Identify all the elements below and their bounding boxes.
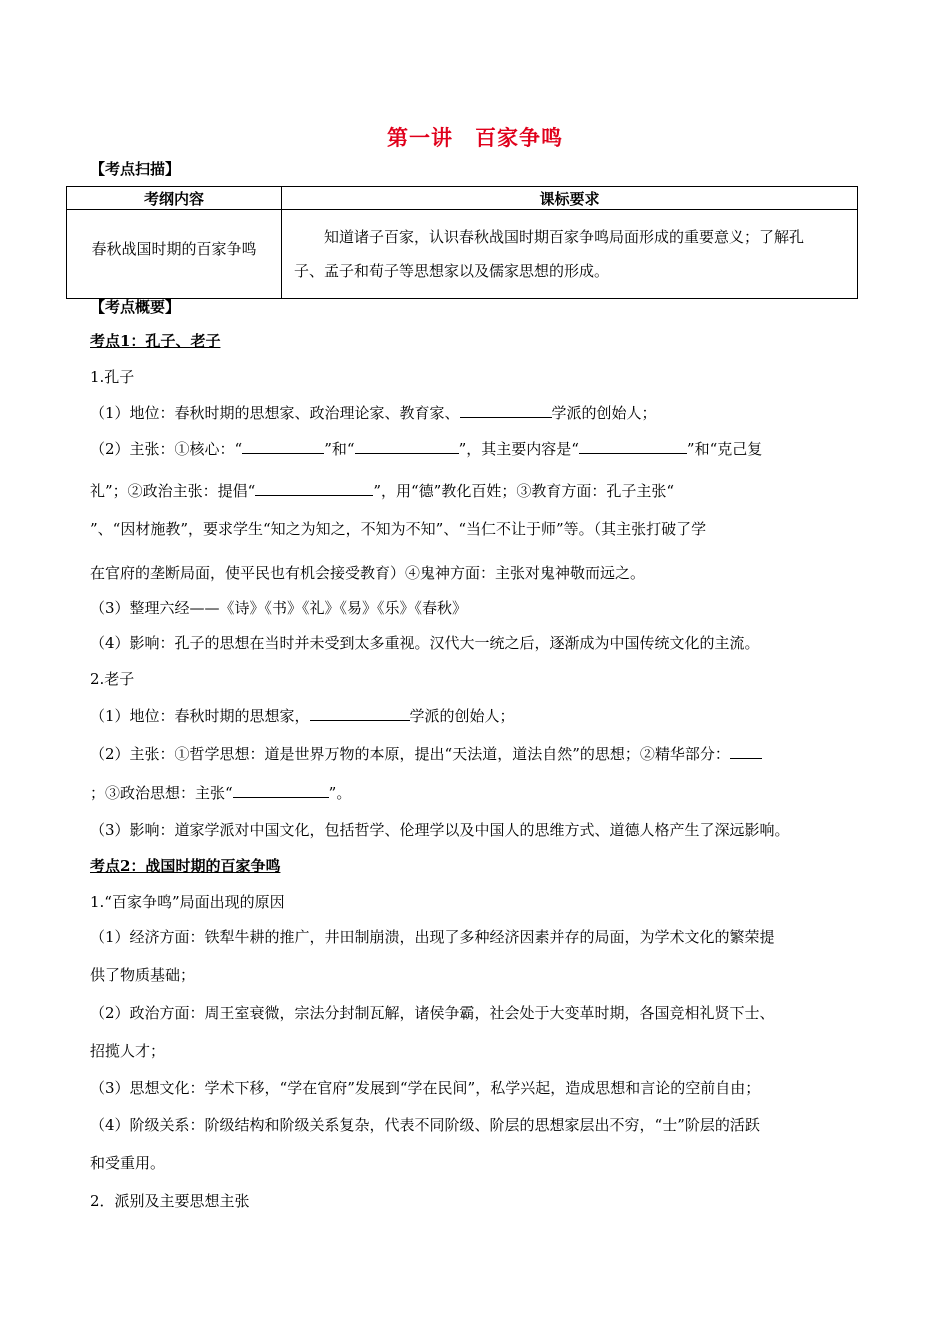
fill-blank[interactable] [310,705,410,721]
kp2-line-politics: （2）政治方面：周王室衰微，宗法分封制瓦解，诸侯争霸，社会处于大变革时期，各国竞相礼贤下士、 [90,1004,775,1022]
fill-blank[interactable] [460,402,552,418]
kp2-line-economy-cont: 供了物质基础； [90,966,196,984]
kp1-laozi-heading: 2.老子 [90,670,135,688]
page-title: 第一讲 百家争鸣 [387,125,563,150]
requirement-line-1: 知道诸子百家，认识春秋战国时期百家争鸣局面形成的重要意义；了解孔 [294,228,805,246]
table-header-requirement: 课标要求 [282,187,858,210]
section-scan-heading: 【考点扫描】 [90,160,181,178]
kp1-line-laozi-politics [90,782,351,803]
text: 学派的创始人； [409,707,515,725]
kp2-line-class: （4）阶级关系：阶级结构和阶级关系复杂，代表不同阶级、阶层的思想家层出不穷，“士”阶层的活跃 [90,1116,760,1134]
text: ”，用“德”教化百姓；③教育方面：孔子主张“ [373,482,675,500]
fill-blank[interactable] [730,743,762,759]
text: 礼”；②政治主张：提倡“ [90,482,256,500]
text: （2）主张：①哲学思想：道是世界万物的本原，提出“天法道，道法自然”的思想；②精华部分： [90,745,730,763]
kp1-line-influence: （4）影响：孔子的思想在当时并未受到太多重视。汉代大一统之后，逐渐成为中国传统文化的主流。 [90,634,760,652]
kp1-line-claims [90,438,762,459]
kp1-line-status [90,402,657,423]
kp2-line-politics-cont: 招揽人才； [90,1042,166,1060]
text: 学派的创始人； [551,404,657,422]
kp1-line-laozi-influence: （3）影响：道家学派对中国文化，包括哲学、伦理学以及中国人的思维方式、道德人格产生了深远影响。 [90,821,790,839]
exam-scope-table [66,186,858,299]
kp1-line-politics [90,480,674,501]
kp2-line-economy: （1）经济方面：铁犁牛耕的推广，井田制崩溃，出现了多种经济因素并存的局面，为学术文化的繁荣提 [90,928,775,946]
kp1-line-laozi-status [90,705,515,726]
text: （1）地位：春秋时期的思想家、政治理论家、教育家、 [90,404,460,422]
kp1-confucius-heading: 1.孔子 [90,368,135,386]
table-cell-requirement [282,210,858,299]
table-cell-topic: 春秋战国时期的百家争鸣 [67,210,282,299]
fill-blank[interactable] [579,438,687,454]
fill-blank[interactable] [255,480,373,496]
fill-blank[interactable] [355,438,459,454]
fill-blank[interactable] [242,438,324,454]
requirement-line-2: 子、孟子和荀子等思想家以及儒家思想的形成。 [294,262,610,280]
section-summary-heading: 【考点概要】 [90,298,181,316]
text: ”。 [328,784,352,802]
kp1-heading: 考点1：孔子、老子 [90,332,221,350]
text: ”和“ [324,440,355,458]
kp1-line-laozi-claims [90,743,762,764]
kp2-line-culture: （3）思想文化：学术下移，“学在官府”发展到“学在民间”，私学兴起，造成思想和言论的空前自由； [90,1079,761,1097]
kp2-schools-heading: 2．派别及主要思想主张 [90,1192,250,1210]
text: ；③政治思想：主张“ [90,784,233,802]
fill-blank[interactable] [233,782,329,798]
kp2-line-class-cont: 和受重用。 [90,1154,166,1172]
kp1-line-education: ”、“因材施教”，要求学生“知之为知之，不知为不知”、“当仁不让于师”等。（其主张打破了学 [90,520,707,538]
text: ”和“克己复 [686,440,763,458]
kp2-heading: 考点2：战国时期的百家争鸣 [90,857,281,875]
text: ”，其主要内容是“ [458,440,579,458]
kp1-line-classics: （3）整理六经——《诗》《书》《礼》《易》《乐》《春秋》 [90,599,468,617]
table-header-content: 考纲内容 [67,187,282,210]
kp2-reasons-heading: 1.“百家争鸣”局面出现的原因 [90,893,285,911]
text: （1）地位：春秋时期的思想家， [90,707,310,725]
text: （2）主张：①核心：“ [90,440,243,458]
kp1-line-ghosts: 在官府的垄断局面，使平民也有机会接受教育）④鬼神方面：主张对鬼神敬而远之。 [90,564,646,582]
